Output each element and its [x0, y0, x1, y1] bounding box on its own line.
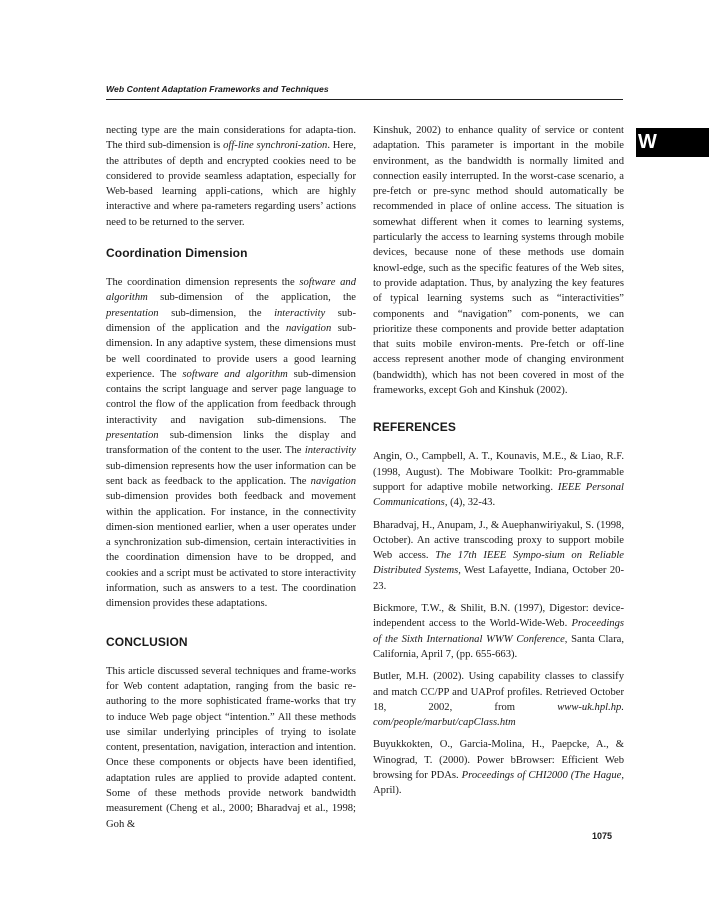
- coordination-paragraph: The coordination dimension represents the software and algorithm sub-dimension of the application, the presentation sub-dimension, the interactivity sub-dimension of the application and the navigation sub-dimension. In any adaptive system, these dimensions must be well coordinated to provide users a good learning experience. The software and algorithm sub-dimension contains the script language and server page language to control the flow of the application from feedback through interactivity and navigation sub-dimensions. The presentation sub-dimension links the display and transformation of the content to the user. The interactivity sub-dimension represents how the user information can be sent back as feedback to the application. The navigation sub-dimension provides both feedback and movement within the application. For instance, in the connectivity dimen-sion mentioned earlier, when a user operates under a synchronization sub-dimension, certain interactivities in the coordination dimension have to be dropped, and cookies and a script must be activated to store interactivity information, such as answers to a test. The coordination dimension provides these adaptations.: [106, 277, 357, 610]
- header-rule: [106, 99, 623, 100]
- reference-item: Bharadvaj, H., Anupam, J., & Auephanwiriyakul, S. (1998, October). An active transcoding proxy to support mobile Web access. The 17th IEEE Sympo-sium on Reliable Distributed Systems, West Lafayette, Indiana, October 20-23.: [373, 519, 624, 592]
- continuation-paragraph: Kinshuk, 2002) to enhance quality of service or content adaptation. This parameter is important in the mobile environment, as the bandwidth is normally limited and connection easily interrupted. In the worst-case scenario, a pre-fetch or pre-sync method should automatically be recommended in place of online access. The situation is somewhat different when it comes to learning systems, particularly the access to learning systems through mobile devices, because none of these methods use domain knowl-edge, such as the specific features of the Web sites, to provide adaptation. Thus, by analyzing the key features of typical learning systems such as “interactivities” components and “navigation” com-ponents, we can prioritize these components and provide better adaptation that suits mobile environ-ments. Pre-fetch or off-line access represent another mode of changing environment (bandwidth), which has not been covered in most of the frameworks, except Goh and Kinshuk (2002).: [373, 125, 624, 397]
- conclusion-paragraph: This article discussed several techniques and frame-works for Web content adaptation, ranging from the basic re-authoring to the more sophisticated frame-works that try to induce Web page object “intention.” All these methods use similar underlying principles of trying to isolate content, presentation, navigation, interaction and intention. Once these components or objects have been identified, adaptation rules are applied to provide adapted content. Some of these methods provide network bandwidth measurement (Cheng et al., 2000; Bharadvaj et al., 1998; Goh &: [106, 665, 356, 830]
- reference-item: Butler, M.H. (2002). Using capability classes to classify and match CC/PP and UAProf profiles. Retrieved October 18, 2002, from www-uk.hpl.hp. com/people/marbut/capClass.htm: [373, 671, 624, 729]
- conclusion-heading: CONCLUSION: [106, 634, 188, 649]
- references-heading: REFERENCES: [373, 420, 457, 435]
- reference-item: Angin, O., Campbell, A. T., Kounavis, M.E., & Liao, R.F. (1998, August). The Mobiware Toolkit: Pro-grammable support for adaptive mobile networking. IEEE Personal Communications, (4), 32-43.: [373, 451, 624, 509]
- intro-paragraph: necting type are the main considerations for adapta-tion. The third sub-dimension is off-line synchroni-zation. Here, the attributes of depth and encrypted cookies need to be considered to provide seamless adaptation, especially for Web-based learning appli-cations, which are highly interactive and where pa-rameters regarding users’ actions need to be returned to the server.: [106, 125, 357, 228]
- left-column: [106, 123, 356, 832]
- section-tab-letter: W: [636, 128, 709, 157]
- reference-item: Buyukkokten, O., Garcia-Molina, H., Paepcke, A., & Winograd, T. (2000). Power bBrowser: Efficient Web browsing for PDAs. Proceedings of CHI2000 (The Hague, April).: [373, 739, 624, 797]
- running-head: Web Content Adaptation Frameworks and Techniques: [106, 84, 329, 94]
- page-number: 1075: [592, 831, 613, 841]
- right-column: [373, 123, 624, 806]
- coordination-heading: Coordination Dimension: [106, 246, 248, 261]
- reference-item: Bickmore, T.W., & Shilit, B.N. (1997), Digestor: device-independent access to the World-Wide-Web. Proceedings of the Sixth International WWW Conference, Santa Clara, California, April 7, (pp. 655-663).: [373, 603, 624, 660]
